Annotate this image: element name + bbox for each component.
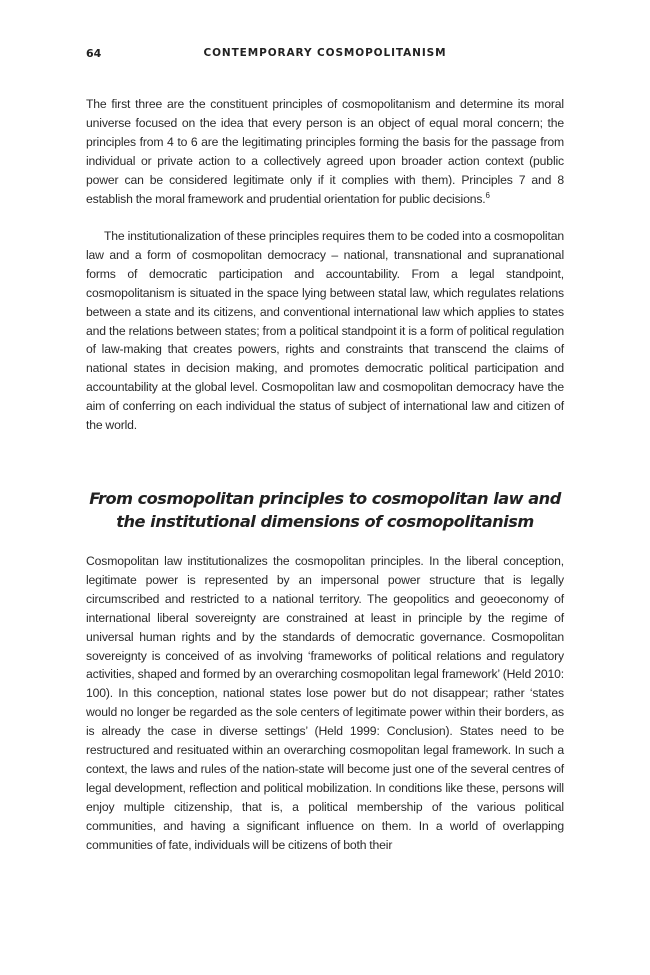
- paragraph-2: The institutionalization of these principles requires them to be coded into a cosmopolitan law and a form of cosmopolitan democracy – national, transnational and supranational forms of democratic participation and accountability. From a legal standpoint, cosmopolitanism is situated in the space lying between statal law, which regulates relations between a state and its citizens, and conventional international law which applies to states and the relations between states; from a political standpoint it is a form of political regulation of law-making that creates powers, rights and constraints that transcend the claims of national states in decision making, and promotes democratic political participation and accountability at the global level. Cosmopolitan law and cosmopolitan democracy have the aim of conferring on each individual the status of subject of international law and citizen of the world.: [86, 229, 564, 433]
- page-number: 64: [86, 47, 102, 60]
- paragraph-3: Cosmopolitan law institutionalizes the cosmopolitan principles. In the liberal conception, legitimate power is represented by an impersonal power structure that is legally circumscribed and restricted to a national territory. The geopolitics and geoeconomy of international liberal sovereignty are constrained at least in principle by the regime of universal human rights and by the standards of democratic governance. Cosmopolitan sovereignty is conceived of as involving ‘frameworks of political relations and regulatory activities, shaped and formed by an overarching cosmopolitan legal framework’ (Held 2010: 100). In this conception, national states lose power but do not disappear; rather ‘states would no longer be regarded as the sole centers of legitimate power within their borders, as is already the case in diverse settings’ (Held 1999: Conclusion). States need to be restructured and resituated within an overarching cosmopolitan legal framework. In such a context, the laws and rules of the nation-state will become just one of the several centres of legal development, reflection and political mobilization. In conditions like these, persons will enjoy multiple citizenship, that is, a political membership of the various political communities, and having a significant influence on them. In a world of overlapping communities of fate, individuals will be citizens of both their: [86, 554, 564, 852]
- section-heading-line-2: the institutional dimensions of cosmopolitanism: [116, 512, 534, 531]
- running-title: CONTEMPORARY COSMOPOLITANISM: [203, 47, 447, 59]
- paragraph-1-text: The first three are the constituent principles of cosmopolitanism and determine its moral universe focused on the idea that every person is an object of equal moral concern; the principles from 4 to 6 are the legitimating principles forming the basis for the passage from individual or private action to a collectively agreed upon broader action context (public power can be considered legitimate only if it complies with them). Principles 7 and 8 establish the moral framework and prudential orientation for public decisions.: [86, 97, 564, 206]
- section-heading: [80, 487, 570, 533]
- paragraph-1: [86, 95, 564, 208]
- footnote-reference[interactable]: 6: [485, 190, 490, 200]
- section-heading-line-1: From cosmopolitan principles to cosmopolitan law and: [89, 489, 561, 508]
- running-head: [86, 47, 564, 63]
